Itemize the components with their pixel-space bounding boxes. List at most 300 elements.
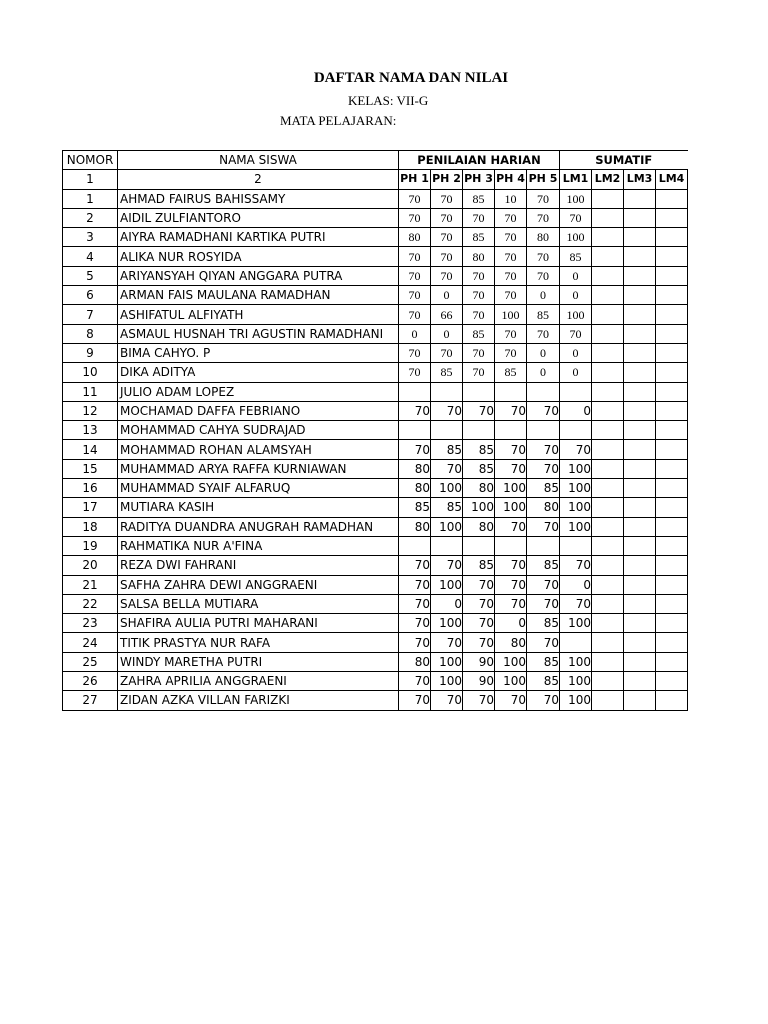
student-name: ARMAN FAIS MAULANA RAMADHAN bbox=[118, 286, 399, 305]
score-cell bbox=[624, 286, 656, 305]
score-cell: 70 bbox=[495, 556, 527, 575]
score-cell bbox=[592, 672, 624, 691]
table-row bbox=[63, 633, 688, 652]
score-cell: 100 bbox=[431, 652, 463, 671]
score-cell bbox=[495, 421, 527, 440]
row-number: 17 bbox=[63, 498, 118, 517]
table-row bbox=[63, 536, 688, 555]
score-cell: 80 bbox=[527, 498, 560, 517]
score-cell bbox=[656, 382, 688, 401]
row-number: 27 bbox=[63, 691, 118, 710]
row-number: 16 bbox=[63, 479, 118, 498]
score-cell: 70 bbox=[399, 575, 431, 594]
score-cell bbox=[656, 479, 688, 498]
score-cell: 85 bbox=[527, 305, 560, 324]
score-cell: 70 bbox=[527, 324, 560, 343]
index-nomor: 1 bbox=[63, 170, 118, 189]
score-cell bbox=[495, 382, 527, 401]
score-cell bbox=[431, 382, 463, 401]
score-cell: 85 bbox=[431, 440, 463, 459]
score-cell bbox=[463, 536, 495, 555]
score-cell: 0 bbox=[560, 343, 592, 362]
score-cell: 70 bbox=[463, 266, 495, 285]
score-cell: 80 bbox=[399, 652, 431, 671]
table-row bbox=[63, 286, 688, 305]
row-number: 12 bbox=[63, 401, 118, 420]
row-number: 2 bbox=[63, 208, 118, 227]
index-row bbox=[63, 170, 688, 189]
table-row bbox=[63, 401, 688, 420]
score-cell: 85 bbox=[463, 556, 495, 575]
score-cell bbox=[624, 382, 656, 401]
table-row bbox=[63, 208, 688, 227]
row-number: 6 bbox=[63, 286, 118, 305]
score-cell bbox=[495, 536, 527, 555]
score-cell: 70 bbox=[560, 440, 592, 459]
score-cell: 70 bbox=[495, 594, 527, 613]
row-number: 3 bbox=[63, 228, 118, 247]
score-cell bbox=[592, 594, 624, 613]
score-cell: 70 bbox=[560, 208, 592, 227]
row-number: 23 bbox=[63, 614, 118, 633]
score-cell bbox=[592, 691, 624, 710]
score-cell: 100 bbox=[495, 672, 527, 691]
column-header-nama: NAMA SISWA bbox=[118, 151, 399, 170]
score-cell: 100 bbox=[560, 652, 592, 671]
row-number: 24 bbox=[63, 633, 118, 652]
table-row bbox=[63, 459, 688, 478]
subheader-ph4: PH 4 bbox=[495, 170, 527, 189]
score-cell bbox=[399, 536, 431, 555]
score-cell bbox=[592, 247, 624, 266]
score-cell: 0 bbox=[560, 363, 592, 382]
score-cell bbox=[463, 382, 495, 401]
score-cell: 85 bbox=[463, 459, 495, 478]
score-cell bbox=[656, 363, 688, 382]
score-cell: 70 bbox=[399, 247, 431, 266]
score-cell: 70 bbox=[431, 343, 463, 362]
score-cell: 70 bbox=[463, 363, 495, 382]
score-cell: 80 bbox=[463, 479, 495, 498]
score-cell: 70 bbox=[399, 440, 431, 459]
student-name: AIDIL ZULFIANTORO bbox=[118, 208, 399, 227]
score-cell: 70 bbox=[463, 575, 495, 594]
score-cell bbox=[656, 208, 688, 227]
score-cell: 70 bbox=[399, 208, 431, 227]
student-name: MUHAMMAD SYAIF ALFARUQ bbox=[118, 479, 399, 498]
score-cell: 100 bbox=[560, 672, 592, 691]
table-row bbox=[63, 266, 688, 285]
score-cell bbox=[592, 401, 624, 420]
score-cell bbox=[399, 382, 431, 401]
score-cell: 100 bbox=[560, 517, 592, 536]
score-cell bbox=[592, 189, 624, 208]
score-cell bbox=[431, 536, 463, 555]
table-row bbox=[63, 305, 688, 324]
student-name: MUTIARA KASIH bbox=[118, 498, 399, 517]
score-cell: 70 bbox=[495, 324, 527, 343]
score-cell: 70 bbox=[527, 208, 560, 227]
score-cell: 70 bbox=[463, 633, 495, 652]
score-cell bbox=[624, 440, 656, 459]
score-cell: 70 bbox=[431, 189, 463, 208]
score-cell: 70 bbox=[463, 594, 495, 613]
score-cell: 85 bbox=[560, 247, 592, 266]
student-name: TITIK PRASTYA NUR RAFA bbox=[118, 633, 399, 652]
score-cell: 85 bbox=[463, 440, 495, 459]
score-cell bbox=[656, 305, 688, 324]
score-cell: 70 bbox=[399, 672, 431, 691]
table-row bbox=[63, 575, 688, 594]
row-number: 13 bbox=[63, 421, 118, 440]
score-cell bbox=[624, 594, 656, 613]
grades-table bbox=[62, 150, 688, 711]
score-cell bbox=[656, 517, 688, 536]
subheader-ph2: PH 2 bbox=[431, 170, 463, 189]
row-number: 11 bbox=[63, 382, 118, 401]
table-row bbox=[63, 556, 688, 575]
table-row bbox=[63, 421, 688, 440]
score-cell bbox=[431, 421, 463, 440]
score-cell: 100 bbox=[560, 189, 592, 208]
score-cell: 70 bbox=[431, 459, 463, 478]
score-cell: 70 bbox=[527, 594, 560, 613]
score-cell: 70 bbox=[399, 305, 431, 324]
score-cell: 70 bbox=[527, 517, 560, 536]
score-cell bbox=[656, 614, 688, 633]
row-number: 14 bbox=[63, 440, 118, 459]
score-cell bbox=[592, 556, 624, 575]
score-cell: 80 bbox=[399, 228, 431, 247]
student-name: ALIKA NUR ROSYIDA bbox=[118, 247, 399, 266]
score-cell bbox=[656, 691, 688, 710]
score-cell bbox=[656, 324, 688, 343]
score-cell bbox=[592, 382, 624, 401]
score-cell: 100 bbox=[463, 498, 495, 517]
student-name: ASMAUL HUSNAH TRI AGUSTIN RAMADHANI bbox=[118, 324, 399, 343]
score-cell: 85 bbox=[527, 614, 560, 633]
score-cell bbox=[656, 440, 688, 459]
score-cell: 70 bbox=[399, 363, 431, 382]
score-cell bbox=[592, 633, 624, 652]
score-cell bbox=[624, 691, 656, 710]
subheader-lm3: LM3 bbox=[624, 170, 656, 189]
score-cell bbox=[656, 266, 688, 285]
student-name: MOHAMMAD ROHAN ALAMSYAH bbox=[118, 440, 399, 459]
score-cell: 100 bbox=[495, 305, 527, 324]
score-cell bbox=[624, 228, 656, 247]
score-cell: 0 bbox=[431, 286, 463, 305]
score-cell: 85 bbox=[527, 556, 560, 575]
score-cell: 70 bbox=[399, 594, 431, 613]
score-cell bbox=[592, 517, 624, 536]
score-cell bbox=[527, 382, 560, 401]
score-cell bbox=[592, 228, 624, 247]
subject-label: MATA PELAJARAN: bbox=[280, 113, 397, 128]
table-row bbox=[63, 343, 688, 362]
column-header-nomor: NOMOR bbox=[63, 151, 118, 170]
score-cell: 70 bbox=[463, 691, 495, 710]
score-cell: 100 bbox=[560, 498, 592, 517]
row-number: 5 bbox=[63, 266, 118, 285]
score-cell: 70 bbox=[495, 401, 527, 420]
student-name: SAFHA ZAHRA DEWI ANGGRAENI bbox=[118, 575, 399, 594]
row-number: 9 bbox=[63, 343, 118, 362]
score-cell bbox=[656, 189, 688, 208]
score-cell: 70 bbox=[527, 633, 560, 652]
score-cell: 70 bbox=[399, 633, 431, 652]
score-cell: 70 bbox=[463, 614, 495, 633]
score-cell: 100 bbox=[560, 459, 592, 478]
student-name: BIMA CAHYO. P bbox=[118, 343, 399, 362]
student-name: MOHAMMAD CAHYA SUDRAJAD bbox=[118, 421, 399, 440]
score-cell: 85 bbox=[495, 363, 527, 382]
score-cell: 70 bbox=[495, 228, 527, 247]
subheader-ph3: PH 3 bbox=[463, 170, 495, 189]
score-cell bbox=[560, 536, 592, 555]
table-row bbox=[63, 652, 688, 671]
score-cell: 10 bbox=[495, 189, 527, 208]
table-row bbox=[63, 324, 688, 343]
score-cell: 70 bbox=[431, 556, 463, 575]
score-cell: 70 bbox=[399, 691, 431, 710]
score-cell: 0 bbox=[431, 324, 463, 343]
score-cell: 70 bbox=[431, 208, 463, 227]
table-row bbox=[63, 498, 688, 517]
student-name: ZAHRA APRILIA ANGGRAENI bbox=[118, 672, 399, 691]
row-number: 7 bbox=[63, 305, 118, 324]
score-cell bbox=[656, 633, 688, 652]
score-cell bbox=[656, 536, 688, 555]
score-cell: 70 bbox=[431, 247, 463, 266]
row-number: 10 bbox=[63, 363, 118, 382]
group-header-sumatif: SUMATIF bbox=[560, 151, 688, 170]
score-cell: 0 bbox=[560, 575, 592, 594]
score-cell bbox=[656, 247, 688, 266]
score-cell bbox=[560, 382, 592, 401]
score-cell: 0 bbox=[399, 324, 431, 343]
score-cell: 100 bbox=[560, 479, 592, 498]
score-cell: 0 bbox=[560, 401, 592, 420]
score-cell: 70 bbox=[560, 324, 592, 343]
score-cell: 70 bbox=[495, 517, 527, 536]
score-cell bbox=[592, 305, 624, 324]
score-cell: 70 bbox=[463, 343, 495, 362]
score-cell bbox=[624, 305, 656, 324]
row-number: 26 bbox=[63, 672, 118, 691]
score-cell: 70 bbox=[527, 691, 560, 710]
score-cell bbox=[592, 440, 624, 459]
score-cell: 0 bbox=[560, 266, 592, 285]
score-cell: 100 bbox=[560, 305, 592, 324]
score-cell bbox=[624, 479, 656, 498]
score-cell: 70 bbox=[463, 208, 495, 227]
row-number: 20 bbox=[63, 556, 118, 575]
student-name: REZA DWI FAHRANI bbox=[118, 556, 399, 575]
score-cell: 70 bbox=[495, 343, 527, 362]
score-cell: 70 bbox=[495, 286, 527, 305]
score-cell: 70 bbox=[463, 286, 495, 305]
score-cell bbox=[656, 459, 688, 478]
score-cell bbox=[592, 498, 624, 517]
score-cell: 85 bbox=[431, 498, 463, 517]
score-cell bbox=[656, 343, 688, 362]
score-cell: 70 bbox=[431, 228, 463, 247]
student-name: ZIDAN AZKA VILLAN FARIZKI bbox=[118, 691, 399, 710]
score-cell: 85 bbox=[463, 189, 495, 208]
score-cell bbox=[624, 459, 656, 478]
score-cell: 100 bbox=[431, 517, 463, 536]
score-cell bbox=[624, 247, 656, 266]
table-row bbox=[63, 247, 688, 266]
score-cell bbox=[624, 266, 656, 285]
row-number: 25 bbox=[63, 652, 118, 671]
student-name: ASHIFATUL ALFIYATH bbox=[118, 305, 399, 324]
score-cell: 70 bbox=[527, 401, 560, 420]
score-cell: 0 bbox=[527, 286, 560, 305]
score-cell bbox=[592, 324, 624, 343]
score-cell: 70 bbox=[463, 401, 495, 420]
score-cell: 100 bbox=[431, 479, 463, 498]
score-cell: 70 bbox=[431, 691, 463, 710]
score-cell bbox=[656, 652, 688, 671]
index-nama: 2 bbox=[118, 170, 399, 189]
score-cell: 80 bbox=[495, 633, 527, 652]
score-cell: 0 bbox=[431, 594, 463, 613]
score-cell bbox=[624, 343, 656, 362]
student-name: MOCHAMAD DAFFA FEBRIANO bbox=[118, 401, 399, 420]
subheader-lm1: LM1 bbox=[560, 170, 592, 189]
subheader-lm2: LM2 bbox=[592, 170, 624, 189]
score-cell bbox=[656, 594, 688, 613]
score-cell: 70 bbox=[495, 266, 527, 285]
score-cell bbox=[624, 633, 656, 652]
score-cell bbox=[560, 421, 592, 440]
score-cell: 70 bbox=[399, 286, 431, 305]
score-cell: 70 bbox=[463, 305, 495, 324]
student-name: SALSA BELLA MUTIARA bbox=[118, 594, 399, 613]
score-cell bbox=[656, 556, 688, 575]
score-cell: 70 bbox=[495, 208, 527, 227]
score-cell bbox=[592, 614, 624, 633]
score-cell bbox=[592, 459, 624, 478]
score-cell bbox=[656, 498, 688, 517]
score-cell: 85 bbox=[527, 479, 560, 498]
score-cell bbox=[624, 363, 656, 382]
score-cell bbox=[624, 517, 656, 536]
score-cell: 90 bbox=[463, 672, 495, 691]
document-title: DAFTAR NAMA DAN NILAI bbox=[313, 70, 509, 86]
score-cell bbox=[592, 266, 624, 285]
score-cell: 0 bbox=[527, 363, 560, 382]
score-cell: 70 bbox=[495, 459, 527, 478]
score-cell bbox=[624, 575, 656, 594]
score-cell: 70 bbox=[399, 401, 431, 420]
score-cell bbox=[656, 228, 688, 247]
score-cell bbox=[592, 536, 624, 555]
score-cell: 100 bbox=[495, 498, 527, 517]
score-cell: 90 bbox=[463, 652, 495, 671]
score-cell: 80 bbox=[463, 517, 495, 536]
score-cell bbox=[592, 363, 624, 382]
score-cell: 100 bbox=[431, 575, 463, 594]
score-cell: 100 bbox=[431, 614, 463, 633]
table-row bbox=[63, 228, 688, 247]
score-cell bbox=[624, 189, 656, 208]
score-cell: 85 bbox=[527, 672, 560, 691]
score-cell: 70 bbox=[431, 633, 463, 652]
score-cell bbox=[656, 421, 688, 440]
score-cell: 80 bbox=[463, 247, 495, 266]
score-cell bbox=[624, 672, 656, 691]
score-cell: 100 bbox=[495, 652, 527, 671]
score-cell: 70 bbox=[560, 556, 592, 575]
score-cell: 70 bbox=[431, 401, 463, 420]
score-cell bbox=[656, 575, 688, 594]
row-number: 18 bbox=[63, 517, 118, 536]
score-cell bbox=[656, 286, 688, 305]
score-cell: 70 bbox=[431, 266, 463, 285]
table-row bbox=[63, 614, 688, 633]
score-cell bbox=[592, 343, 624, 362]
score-cell bbox=[656, 672, 688, 691]
row-number: 1 bbox=[63, 189, 118, 208]
score-cell bbox=[656, 401, 688, 420]
score-cell: 80 bbox=[399, 459, 431, 478]
score-cell: 70 bbox=[527, 189, 560, 208]
score-cell bbox=[624, 498, 656, 517]
score-cell bbox=[624, 652, 656, 671]
score-cell: 100 bbox=[560, 228, 592, 247]
student-name: AHMAD FAIRUS BAHISSAMY bbox=[118, 189, 399, 208]
score-cell: 66 bbox=[431, 305, 463, 324]
group-header-penilaian-harian: PENILAIAN HARIAN bbox=[399, 151, 560, 170]
score-cell bbox=[624, 324, 656, 343]
table-row bbox=[63, 594, 688, 613]
table-row bbox=[63, 440, 688, 459]
score-cell: 100 bbox=[560, 691, 592, 710]
student-name: AIYRA RAMADHANI KARTIKA PUTRI bbox=[118, 228, 399, 247]
score-cell: 70 bbox=[399, 343, 431, 362]
student-name: WINDY MARETHA PUTRI bbox=[118, 652, 399, 671]
score-cell: 100 bbox=[560, 614, 592, 633]
score-cell: 70 bbox=[527, 575, 560, 594]
row-number: 21 bbox=[63, 575, 118, 594]
score-cell bbox=[527, 536, 560, 555]
score-cell: 85 bbox=[431, 363, 463, 382]
score-cell: 0 bbox=[560, 286, 592, 305]
student-name: DIKA ADITYA bbox=[118, 363, 399, 382]
row-number: 4 bbox=[63, 247, 118, 266]
score-cell bbox=[624, 208, 656, 227]
score-cell: 70 bbox=[399, 189, 431, 208]
score-cell bbox=[527, 421, 560, 440]
score-cell bbox=[624, 421, 656, 440]
score-cell bbox=[592, 208, 624, 227]
table-row bbox=[63, 382, 688, 401]
table-row bbox=[63, 363, 688, 382]
score-cell: 85 bbox=[527, 652, 560, 671]
score-cell bbox=[592, 286, 624, 305]
student-name: RAHMATIKA NUR A'FINA bbox=[118, 536, 399, 555]
score-cell: 70 bbox=[527, 459, 560, 478]
score-cell: 85 bbox=[463, 228, 495, 247]
score-cell: 70 bbox=[527, 247, 560, 266]
score-cell: 70 bbox=[399, 556, 431, 575]
score-cell bbox=[624, 536, 656, 555]
score-cell: 70 bbox=[399, 266, 431, 285]
score-cell: 70 bbox=[399, 614, 431, 633]
